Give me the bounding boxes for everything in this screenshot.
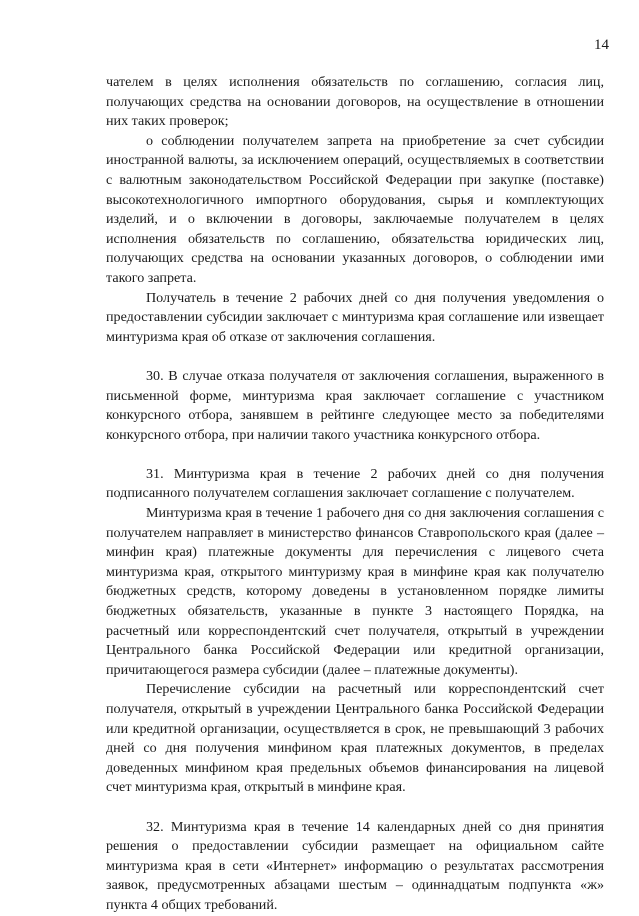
paragraph-item-32: 32. Минтуризма края в течение 14 календарных дней со дня принятия решения о предоставлении субсидии размещает на официальном сайте минтуризма края в сети «Интернет» информацию о результатах рассмотрения заявок, предусмотренных абзацами шестым – одиннадцатым подпункта «ж» пункта 4 общих требований.	[106, 818, 604, 913]
page-number: 14	[594, 37, 609, 53]
paragraph-item-30: 30. В случае отказа получателя от заключения соглашения, выраженного в письменной форме, минтуризма края заключает соглашение с участником конкурсного отбора, занявшем в рейтинге следующее место за победителями конкурсного отбора, при наличии такого участника конкурсного отбора.	[106, 367, 604, 443]
paragraph-item-31: 31. Минтуризма края в течение 2 рабочих дней со дня получения подписанного получателем соглашения заключает соглашение с получателем.	[106, 465, 604, 502]
paragraph-subsidy-transfer: Перечисление субсидии на расчетный или корреспондентский счет получателя, открытый в учреждении Центрального банка Российской Федерации или кредитной организации, осуществляется в срок, не превышающий 3 рабочих дней со дня получения минфином края платежных документов, в пределах доведенных минфином края предельных объемов финансирования на лицевой счет минтуризма края, открытый в минфине края.	[106, 681, 604, 796]
paragraph-recipient-agreement: Получатель в течение 2 рабочих дней со дня получения уведомления о предоставлении субсидии заключает с минтуризма края соглашение или извещает минтуризма края об отказе от заключения соглашения.	[106, 289, 604, 345]
document-body	[106, 73, 604, 916]
paragraph-continuation: чателем в целях исполнения обязательств по соглашению, согласия лиц, получающих средства на основании договоров, на осуществление в отношении них таких проверок;	[106, 74, 604, 130]
paragraph-currency-prohibition: о соблюдении получателем запрета на приобретение за счет субсидии иностранной валюты, за исключением операций, осуществляемых в соответствии с валютным законодательством Российской Федерации при закупке (поставке) высокотехнологичного импортного оборудования, сырья и комплектующих изделий, и о включении в договоры, заключаемые получателем в целях исполнения обязательств по соглашению, обязательства юридических лиц, получающих средства на основании указанных договоров, о соблюдении ими такого запрета.	[106, 132, 604, 286]
paragraph-payment-documents: Минтуризма края в течение 1 рабочего дня со дня заключения соглашения с получателем направляет в министерство финансов Ставропольского края (далее – минфин края) платежные документы для перечисления с лицевого счета минтуризма края, открытого минтуризму края в минфине края как получателю бюджетных средств, которому доведены в установленном порядке лимиты бюджетных обязательств, указанные в пункте 3 настоящего Порядка, на расчетный или корреспондентский счет получателя, открытый в учреждении Центрального банка Российской Федерации или кредитной организации, причитающегося размера субсидии (далее – платежные документы).	[106, 505, 604, 678]
